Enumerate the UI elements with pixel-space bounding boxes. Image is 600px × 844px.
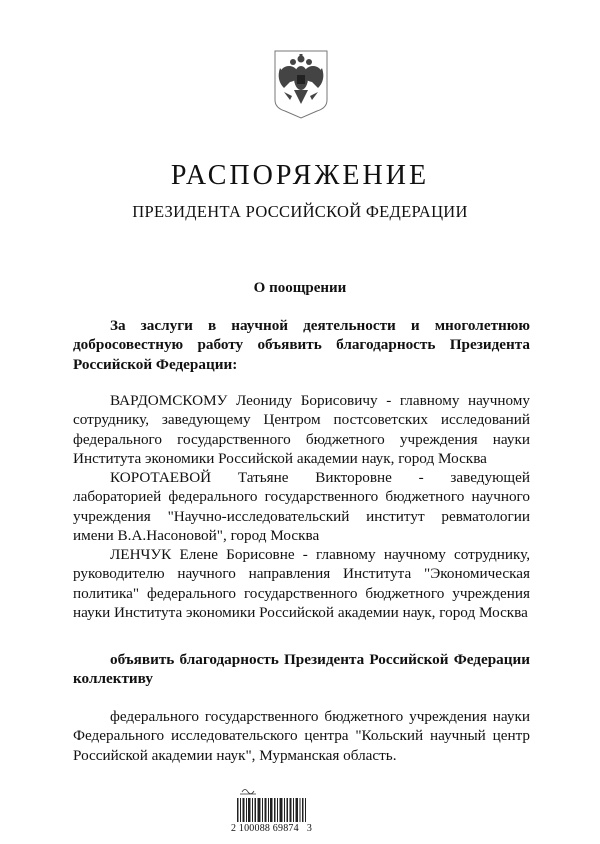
intro-paragraph: За заслуги в научной деятельности и многолетнюю добросовестную работу объявить благодарность Президента Российской Федерации: bbox=[73, 317, 530, 373]
person-paragraph-3: ЛЕНЧУК Елене Борисовне - главному научному сотруднику, руководителю научного направления Института "Экономическая политика" федерального государственного бюджетного учреждения науки Института экономики Российской академии наук, город Москва bbox=[73, 546, 530, 621]
collective-intro-paragraph: объявить благодарность Президента Российской Федерации коллективу bbox=[73, 651, 530, 688]
document-subtitle: ПРЕЗИДЕНТА РОССИЙСКОЙ ФЕДЕРАЦИИ bbox=[132, 202, 468, 221]
document-title: РАСПОРЯЖЕНИЕ bbox=[170, 160, 430, 191]
document-heading: О поощрении bbox=[253, 280, 347, 296]
coat-of-arms-icon bbox=[272, 48, 330, 120]
person-paragraph-1: ВАРДОМСКОМУ Леониду Борисовичу - главному научному сотруднику, заведующему Центром постсоветских исследований федерального государственного бюджетного учреждения науки Института экономики Российской академии наук, город Москва bbox=[73, 392, 530, 467]
collective-paragraph: федерального государственного бюджетного учреждения науки Федерального исследовательского центра "Кольский научный центр Российской академии наук", Мурманская область. bbox=[73, 708, 530, 764]
barcode-number: 2 100088 69874 3 bbox=[231, 823, 313, 834]
person-paragraph-2: КОРОТАЕВОЙ Татьяне Викторовне - заведующей лабораторией федерального государственного бюджетного научного учреждения "Научно-исследовательский институт ревматологии имени В.А.Насоновой", город Москва bbox=[73, 469, 530, 544]
